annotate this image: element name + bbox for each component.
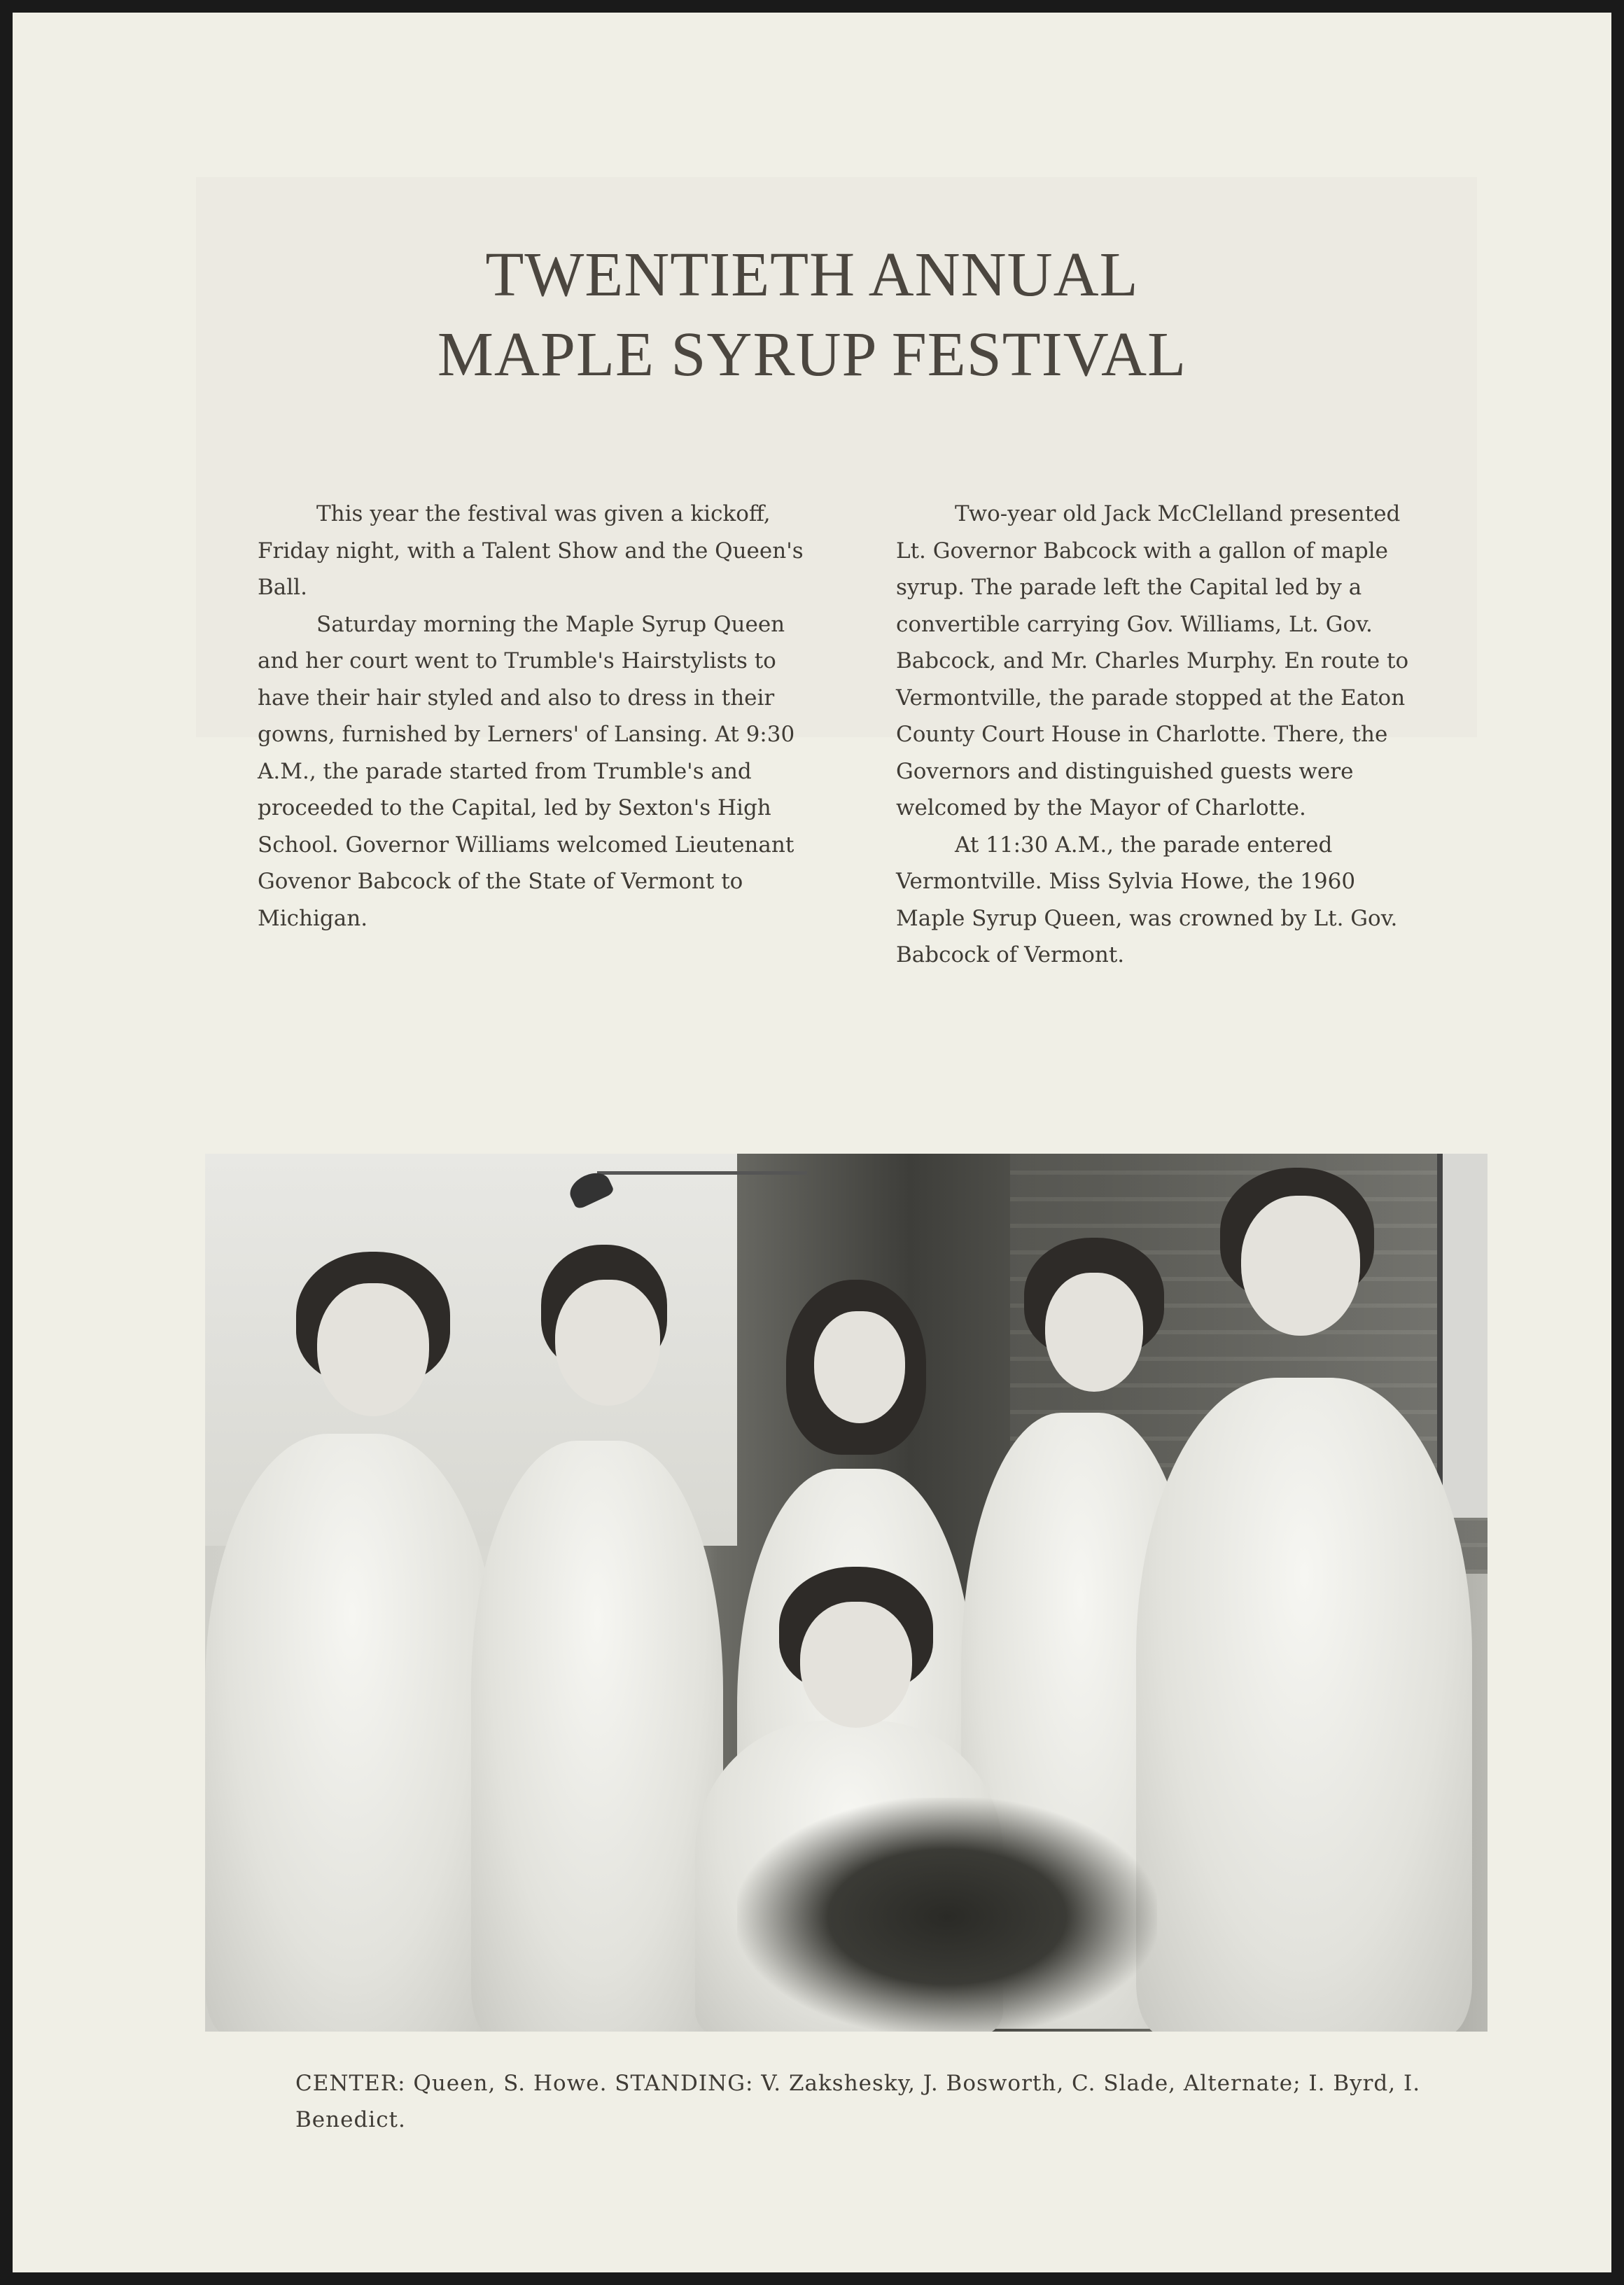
paragraph: Saturday morning the Maple Syrup Queen and her court went to Trumble's Hairstylists to have their hair styled and also to dress in their gowns, furnished by Lerners' of Lansing. At 9:30 A.M., the parade started from Trumble's and proceeded to the Capital, led by Sexton's High School. Governor Williams welcomed Lieutenant Govenor Babcock of the State of Vermont to Michigan.: [258, 611, 795, 931]
title-line-1: TWENTIETH ANNUAL: [485, 240, 1139, 309]
photo-person-1: [205, 1252, 499, 2032]
photo-person-2: [471, 1245, 723, 2032]
yearbook-page: [13, 13, 1611, 2272]
photo-lamp-arm: [597, 1171, 807, 1175]
photo-bouquet: [737, 1798, 1157, 2032]
title-line-2: MAPLE SYRUP FESTIVAL: [437, 320, 1187, 389]
paragraph: This year the festival was given a kickoff, Friday night, with a Talent Show and the Queen's Ball.: [258, 501, 804, 600]
left-text-column: [258, 496, 804, 937]
photo-person-5: [1136, 1168, 1472, 2032]
paragraph: At 11:30 A.M., the parade entered Vermontville. Miss Sylvia Howe, the 1960 Maple Syrup Queen, was crowned by Lt. Gov. Babcock of Vermont.: [896, 832, 1398, 967]
right-text-column: [896, 496, 1428, 974]
page-title: [13, 235, 1611, 395]
photo-caption: CENTER: Queen, S. Howe. STANDING: V. Zakshesky, J. Bosworth, C. Slade, Alternate; I. Byrd, I. Benedict.: [295, 2071, 1421, 2132]
festival-court-photo: [205, 1154, 1488, 2032]
paragraph: Two-year old Jack McClelland presented Lt. Governor Babcock with a gallon of maple syrup. The parade left the Capital led by a convertible carrying Gov. Williams, Lt. Gov. Babcock, and Mr. Charles Murphy. En route to Vermontville, the parade stopped at the Eaton County Court House in Charlotte. There, the Governors and distinguished guests were welcomed by the Mayor of Charlotte.: [896, 501, 1409, 820]
